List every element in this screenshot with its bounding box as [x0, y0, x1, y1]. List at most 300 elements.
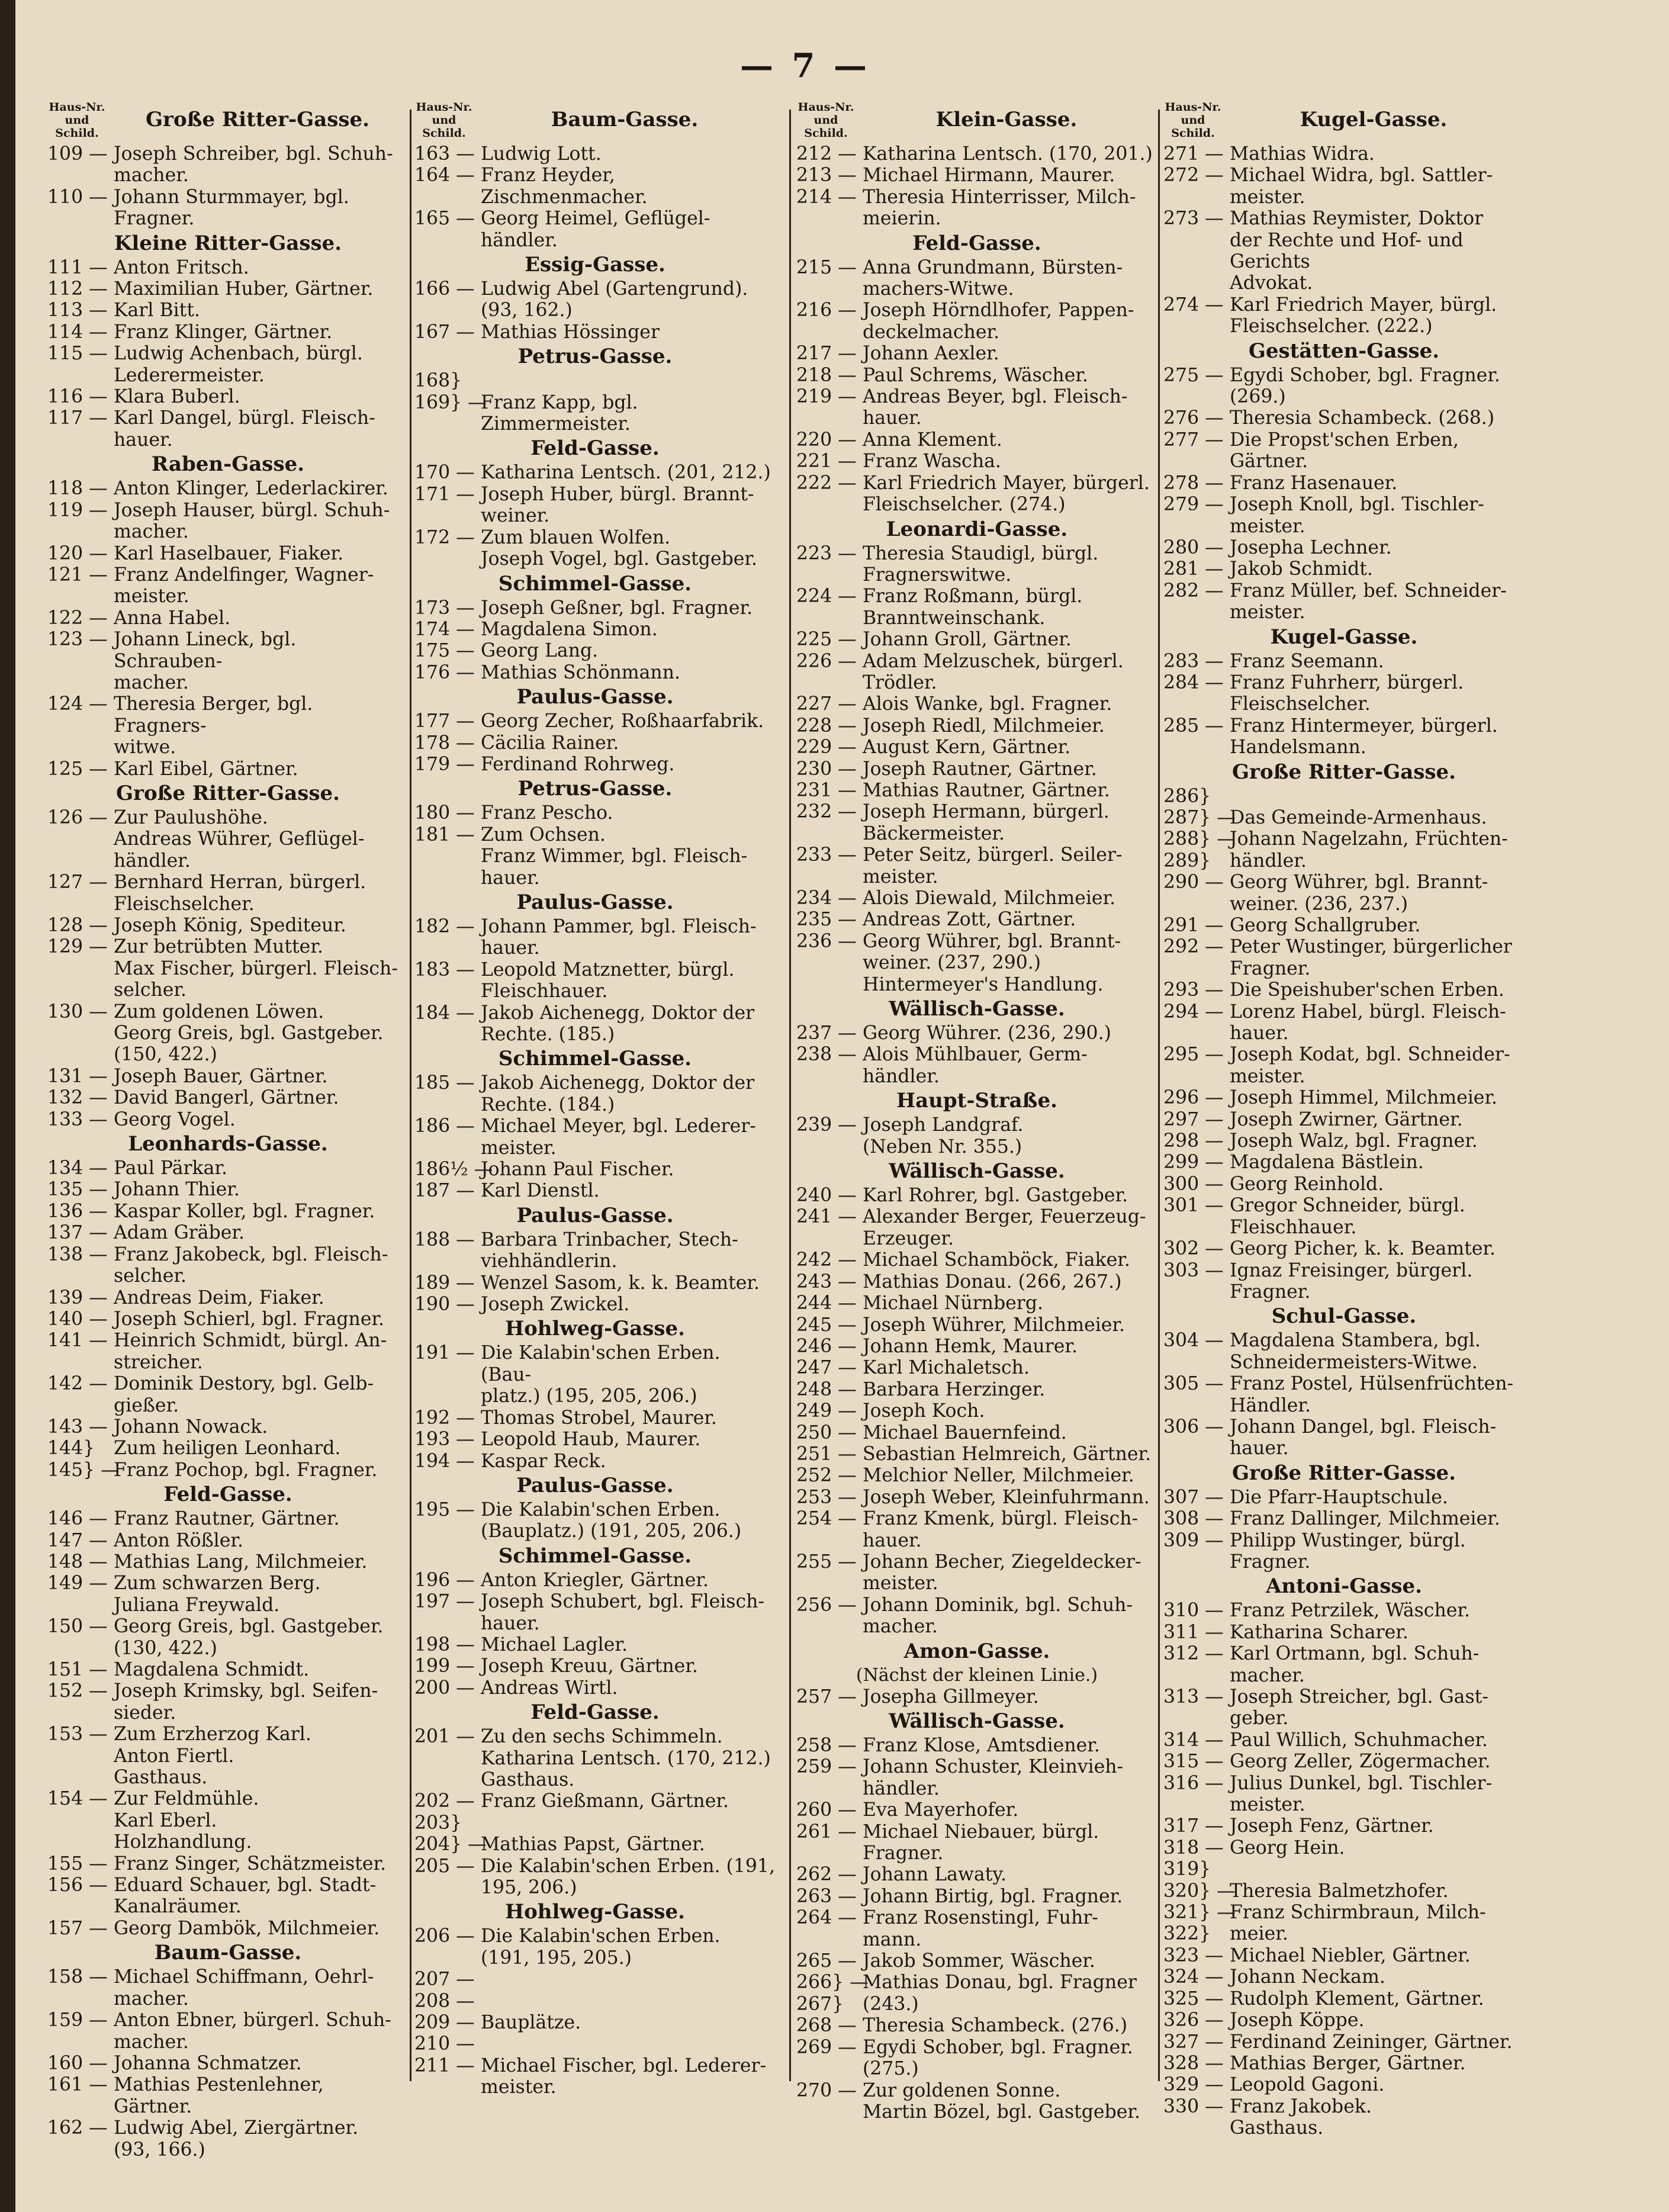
directory-entry	[47, 693, 409, 758]
resident-text: Theresia Schambeck. (268.)	[1230, 407, 1495, 429]
resident-text: Zum Erzherzog Karl. Anton Fiertl. Gasthaus.	[114, 1724, 311, 1789]
directory-entry	[796, 429, 1157, 451]
directory-entry	[1163, 786, 1525, 807]
directory-entry	[414, 143, 776, 165]
house-number: 136 —	[47, 1200, 108, 1222]
house-number: 200 —	[414, 1677, 475, 1699]
house-number: 261 —	[796, 1821, 857, 1843]
resident-text: Zum schwarzen Berg. Juliana Freywald.	[114, 1573, 321, 1616]
directory-entry	[47, 500, 409, 543]
resident-text: Die Kalabin'schen Erben. (191, 195, 206.)	[481, 1855, 775, 1898]
directory-entry	[796, 1185, 1157, 1206]
resident-text: Georg Wührer, bgl. Brannt- weiner. (236, 237.)	[1230, 872, 1488, 915]
directory-entry	[414, 732, 776, 754]
directory-entry	[796, 2037, 1157, 2080]
directory-entry	[796, 888, 1157, 909]
house-number: 160 —	[47, 2052, 108, 2074]
resident-text: David Bangerl, Gärtner.	[114, 1087, 339, 1109]
house-number: 132 —	[47, 1087, 108, 1109]
house-number: 157 —	[47, 1917, 108, 1939]
resident-text: Johann Pammer, bgl. Fleisch- hauer.	[481, 915, 757, 959]
house-number: 197 —	[414, 1591, 475, 1613]
directory-entry	[1163, 715, 1525, 758]
directory-entry	[47, 257, 409, 278]
house-number: 119 —	[47, 499, 108, 521]
resident-text: Joseph Huber, bürgl. Brannt- weiner.	[481, 483, 754, 527]
resident-text: Karl Bitt.	[114, 300, 201, 321]
resident-text: Georg Picher, k. k. Beamter.	[1230, 1238, 1496, 1260]
street-heading: Wällisch-Gasse.	[889, 1159, 1065, 1184]
directory-entry	[414, 802, 776, 824]
directory-entry	[414, 462, 776, 483]
directory-entry	[796, 586, 1157, 629]
directory-entry	[47, 1308, 409, 1330]
directory-entry	[47, 1087, 409, 1108]
resident-text: Anna Grundmann, Bürsten- machers-Witwe.	[863, 256, 1123, 300]
house-number: 278 —	[1163, 472, 1224, 494]
directory-entry	[1163, 1195, 1525, 1238]
directory-entry	[414, 1726, 776, 1790]
directory-entry	[796, 1293, 1157, 1314]
resident-text: Paul Schrems, Wäscher.	[863, 364, 1088, 386]
resident-text: Ludwig Abel (Gartengrund). (93, 162.)	[481, 278, 748, 321]
directory-entry	[414, 1499, 776, 1542]
house-number: 184 —	[414, 1002, 475, 1024]
resident-text: Cäcilia Rainer.	[481, 732, 619, 754]
directory-entry	[796, 472, 1157, 516]
directory-entry	[414, 484, 776, 527]
resident-text: Das Gemeinde-Armenhaus.	[1230, 806, 1487, 828]
resident-text: Adam Gräber.	[114, 1222, 245, 1244]
directory-entry	[1163, 143, 1525, 165]
house-number: 239 —	[796, 1114, 857, 1136]
house-number: 328 —	[1163, 2052, 1224, 2074]
house-number: 269 —	[796, 2036, 857, 2058]
directory-entry	[1163, 537, 1525, 558]
house-number: 173 —	[414, 597, 475, 619]
page-edge	[0, 0, 15, 2212]
resident-text: Georg Zecher, Roßhaarfabrik.	[481, 710, 764, 732]
house-number: 180 —	[414, 802, 475, 824]
directory-entry	[47, 1788, 409, 1853]
house-number-header: Haus-Nr. und Schild.	[49, 101, 105, 140]
house-number: 277 —	[1163, 429, 1224, 451]
house-number: 255 —	[796, 1551, 857, 1573]
house-number: 262 —	[796, 1864, 857, 1886]
resident-text: Bauplätze.	[481, 2012, 581, 2034]
house-number: 248 —	[796, 1378, 857, 1400]
house-number: 324 —	[1163, 1966, 1224, 1988]
resident-text: Joseph Schierl, bgl. Fragner.	[114, 1308, 385, 1330]
resident-text: Die Propst'schen Erben, Gärtner.	[1230, 429, 1459, 472]
house-number: 127 —	[47, 872, 108, 893]
house-number: 263 —	[796, 1885, 857, 1907]
street-heading: Wällisch-Gasse.	[889, 1709, 1065, 1733]
house-number: 314 —	[1163, 1729, 1224, 1751]
resident-text: Katharina Scharer.	[1230, 1621, 1408, 1643]
street-heading: Antoni-Gasse.	[1265, 1574, 1423, 1599]
street-heading: Feld-Gasse.	[163, 1483, 292, 1507]
resident-text: Andreas Zott, Gärtner.	[863, 909, 1076, 931]
resident-text: Bernhard Herran, bürgerl. Fleischselcher.	[114, 872, 366, 915]
house-number: 225 —	[796, 629, 857, 651]
house-number: 202 —	[414, 1790, 475, 1812]
directory-entry	[796, 844, 1157, 888]
resident-text: Mathias Donau, bgl. Fragner	[863, 1972, 1137, 1994]
street-heading: Paulus-Gasse.	[516, 685, 674, 709]
house-number: 178 —	[414, 732, 475, 754]
resident-text: Franz Rautner, Gärtner.	[114, 1508, 340, 1530]
house-number: 194 —	[414, 1450, 475, 1472]
directory-entry	[796, 187, 1157, 230]
directory-entry	[1163, 1966, 1525, 1988]
resident-text: Franz Kapp, bgl. Zimmermeister.	[481, 391, 638, 435]
directory-entry	[47, 2117, 409, 2160]
house-number: 156 —	[47, 1875, 108, 1896]
directory-entry	[1163, 872, 1525, 915]
resident-text: Joseph Zwickel.	[481, 1294, 630, 1316]
resident-text: Theresia Balmetzhofer.	[1230, 1880, 1449, 1902]
directory-entry	[47, 1438, 409, 1459]
house-number: 312 —	[1163, 1643, 1224, 1665]
house-number: 196 —	[414, 1569, 475, 1591]
resident-text: Joseph Wührer, Milchmeier.	[863, 1314, 1125, 1336]
resident-text: Egydi Schober, bgl. Fragner. (269.)	[1230, 364, 1500, 408]
house-number: 296 —	[1163, 1087, 1224, 1109]
house-number: 267}	[796, 1993, 844, 2015]
street-heading: Baum-Gasse.	[551, 108, 699, 131]
resident-text: Paul Willich, Schuhmacher.	[1230, 1729, 1488, 1751]
directory-entry	[414, 1634, 776, 1655]
house-number: 229 —	[796, 737, 857, 758]
directory-entry	[414, 1925, 776, 1969]
directory-entry	[1163, 1487, 1525, 1508]
directory-entry	[414, 754, 776, 775]
directory-entry	[796, 715, 1157, 737]
resident-text: Joseph Streicher, bgl. Gast- geber.	[1230, 1686, 1488, 1729]
house-number: 179 —	[414, 753, 475, 775]
directory-entry	[47, 1853, 409, 1875]
resident-text: Johann Lineck, bgl. Schrauben- macher.	[114, 629, 297, 693]
resident-text: Josepha Lechner.	[1230, 536, 1392, 558]
street-heading: Schimmel-Gasse.	[498, 571, 692, 596]
house-number: 183 —	[414, 959, 475, 980]
directory-entry	[796, 1336, 1157, 1357]
house-number: 330 —	[1163, 2095, 1224, 2117]
directory-entry	[796, 931, 1157, 995]
resident-text: Michael Meyer, bgl. Lederer- meister.	[481, 1115, 756, 1159]
house-number: 244 —	[796, 1293, 857, 1314]
directory-entry	[1163, 165, 1525, 208]
house-number: 128 —	[47, 915, 108, 936]
resident-text: Die Speishuber'schen Erben.	[1230, 979, 1504, 1001]
resident-text: Georg Schallgruber.	[1230, 915, 1421, 936]
resident-text: Theresia Staudigl, bürgl. Fragnerswitwe.	[863, 542, 1099, 586]
directory-entry	[796, 343, 1157, 364]
resident-text: Johann Schuster, Kleinvieh- händler.	[863, 1756, 1124, 1799]
street-heading: Petrus-Gasse.	[517, 345, 673, 369]
directory-entry	[47, 1680, 409, 1724]
house-number: 265 —	[796, 1950, 857, 1972]
house-number: 109 —	[47, 143, 108, 165]
directory-entry	[796, 1487, 1157, 1508]
directory-entry	[796, 365, 1157, 386]
resident-text: Karl Friedrich Mayer, bürgl. Fleischselcher. (222.)	[1230, 294, 1497, 337]
directory-entry	[1163, 1773, 1525, 1816]
resident-text: Franz Pescho.	[481, 802, 613, 824]
resident-text: Zur goldenen Sonne. Martin Bözel, bgl. Gastgeber.	[863, 2079, 1140, 2123]
house-number: 285 —	[1163, 715, 1224, 737]
house-number: 134 —	[47, 1158, 108, 1179]
directory-entry	[47, 872, 409, 915]
house-number: 167 —	[414, 321, 475, 343]
directory-entry	[1163, 558, 1525, 580]
resident-text: Joseph Hauser, bürgl. Schuh- macher.	[114, 499, 390, 543]
house-number: 243 —	[796, 1271, 857, 1293]
street-heading: Kugel-Gasse.	[1270, 625, 1418, 649]
directory-entry	[47, 1724, 409, 1788]
house-number: 224 —	[796, 586, 857, 607]
house-number: 169} —	[414, 391, 487, 413]
directory-entry	[1163, 807, 1525, 828]
house-number: 302 —	[1163, 1238, 1224, 1260]
directory-entry	[796, 2080, 1157, 2123]
house-number: 320} —	[1163, 1880, 1236, 1902]
directory-entry	[47, 1066, 409, 1087]
house-number: 307 —	[1163, 1486, 1224, 1508]
house-number: 231 —	[796, 779, 857, 801]
directory-entry	[796, 1023, 1157, 1044]
house-number: 139 —	[47, 1287, 108, 1308]
house-number: 150 —	[47, 1616, 108, 1638]
directory-entry	[1163, 936, 1525, 979]
house-number: 201 —	[414, 1726, 475, 1748]
directory-entry	[47, 407, 409, 451]
directory-entry	[1163, 979, 1525, 1001]
resident-text: Georg Wührer. (236, 290.)	[863, 1023, 1111, 1044]
resident-text: Anton Ebner, bürgerl. Schuh- macher.	[114, 2010, 391, 2053]
directory-entry	[47, 1109, 409, 1130]
house-number: 113 —	[47, 300, 108, 321]
directory-entry	[47, 1158, 409, 1179]
directory-entry	[47, 187, 409, 230]
directory-entry	[414, 1229, 776, 1272]
resident-text: Franz Gießmann, Gärtner.	[481, 1790, 729, 1812]
resident-text: Johann Groll, Gärtner.	[863, 629, 1072, 651]
house-number: 246 —	[796, 1335, 857, 1357]
resident-text: Magdalena Schmidt.	[114, 1659, 310, 1680]
resident-text: Dominik Destory, bgl. Gelb- gießer.	[114, 1373, 374, 1416]
directory-entry	[796, 737, 1157, 758]
resident-text: Joseph Köppe.	[1230, 2010, 1365, 2031]
resident-text: Peter Seitz, bürgerl. Seiler- meister.	[863, 844, 1123, 888]
house-number: 241 —	[796, 1206, 857, 1228]
resident-text: Karl Ortmann, bgl. Schuh- macher.	[1230, 1643, 1480, 1686]
house-number: 218 —	[796, 364, 857, 386]
house-number: 123 —	[47, 629, 108, 651]
resident-text: Johann Thier.	[114, 1179, 240, 1201]
house-number: 171 —	[414, 483, 475, 505]
directory-entry	[414, 1969, 776, 1990]
directory-entry	[414, 165, 776, 208]
resident-text: Michael Niebauer, bürgl. Fragner.	[863, 1821, 1099, 1864]
house-number: 311 —	[1163, 1621, 1224, 1643]
directory-entry	[796, 1422, 1157, 1443]
resident-text: Franz Postel, Hülsenfrüchten- Händler.	[1230, 1373, 1514, 1416]
directory-entry	[414, 2033, 776, 2055]
house-number: 122 —	[47, 607, 108, 629]
street-heading: Feld-Gasse.	[912, 231, 1041, 255]
house-number: 216 —	[796, 300, 857, 321]
resident-text: Johann Dominik, bgl. Schuh- macher.	[863, 1594, 1133, 1638]
resident-text: Die Kalabin'schen Erben. (Bau- platz.) (195, 205, 206.)	[481, 1342, 721, 1407]
street-heading: Kleine Ritter-Gasse.	[114, 231, 342, 255]
directory-entry	[47, 1551, 409, 1573]
directory-entry	[1163, 1923, 1525, 1944]
resident-text: Die Pfarr-Hauptschule.	[1230, 1486, 1448, 1508]
street-heading: Hohlweg-Gasse.	[504, 1317, 686, 1341]
directory-entry	[1163, 1622, 1525, 1643]
house-number: 176 —	[414, 661, 475, 683]
house-number: 205 —	[414, 1855, 475, 1877]
resident-text: Franz Fuhrherr, bürgerl. Fleischselcher.	[1230, 671, 1464, 715]
house-number: 227 —	[796, 693, 857, 715]
directory-entry	[47, 1573, 409, 1616]
house-number: 164 —	[414, 165, 475, 187]
house-number: 188 —	[414, 1229, 475, 1250]
directory-entry	[414, 278, 776, 321]
house-number: 125 —	[47, 758, 108, 780]
house-number: 186 —	[414, 1115, 475, 1137]
directory-entry	[796, 1044, 1157, 1087]
directory-entry	[796, 909, 1157, 930]
directory-entry	[796, 693, 1157, 715]
house-number: 304 —	[1163, 1330, 1224, 1352]
directory-entry	[796, 1886, 1157, 1907]
house-number: 162 —	[47, 2117, 108, 2139]
house-number: 282 —	[1163, 580, 1224, 602]
resident-text: Andreas Deim, Fiaker.	[114, 1287, 324, 1308]
street-heading: Leonhards-Gasse.	[128, 1132, 328, 1156]
house-number: 163 —	[414, 143, 475, 165]
house-number: 209 —	[414, 2012, 475, 2034]
directory-entry	[1163, 2074, 1525, 2095]
directory-entry	[47, 758, 409, 780]
directory-entry	[47, 343, 409, 386]
resident-text: Maximilian Huber, Gärtner.	[114, 278, 374, 300]
resident-text: Franz Dallinger, Milchmeier.	[1230, 1508, 1500, 1530]
directory-entry	[47, 278, 409, 300]
resident-text: Karl Rohrer, bgl. Gastgeber.	[863, 1185, 1128, 1207]
directory-entry	[414, 1272, 776, 1294]
resident-text: Georg Vogel.	[114, 1108, 236, 1130]
street-heading: Große Ritter-Gasse.	[1232, 760, 1456, 784]
house-number: 274 —	[1163, 294, 1224, 316]
house-number: 266} —	[796, 1972, 869, 1994]
resident-text: Joseph Hermann, bürgerl. Bäckermeister.	[863, 801, 1110, 844]
resident-text: Franz Jakobek. Gasthaus.	[1230, 2095, 1372, 2139]
resident-text: Johanna Schmatzer.	[114, 2052, 302, 2074]
directory-entry	[414, 1856, 776, 1899]
resident-text: Philipp Wustinger, bürgl. Fragner.	[1230, 1529, 1466, 1573]
directory-entry	[47, 386, 409, 407]
resident-text: Gregor Schneider, bürgl. Fleischhauer.	[1230, 1195, 1465, 1238]
directory-entry	[796, 1686, 1157, 1708]
street-heading: Klein-Gasse.	[935, 108, 1078, 131]
directory-entry	[414, 1180, 776, 1201]
street-heading: Paulus-Gasse.	[516, 1473, 674, 1497]
resident-text: Lorenz Habel, bürgl. Fleisch- hauer.	[1230, 1001, 1506, 1044]
house-number: 230 —	[796, 758, 857, 780]
house-number: 257 —	[796, 1686, 857, 1708]
resident-text: Magdalena Simon.	[481, 618, 658, 640]
directory-entry	[796, 257, 1157, 300]
resident-text: Karl Haselbauer, Fiaker.	[114, 542, 344, 564]
directory-entry	[414, 1655, 776, 1677]
column-rule	[789, 110, 791, 2081]
directory-entry	[47, 1918, 409, 1939]
directory-entry	[1163, 1087, 1525, 1108]
resident-text: Zum blauen Wolfen. Joseph Vogel, bgl. Gastgeber.	[481, 526, 758, 570]
house-number: 240 —	[796, 1185, 857, 1207]
street-heading: Paulus-Gasse.	[516, 1203, 674, 1227]
resident-text: Georg Heimel, Geflügel- händler.	[481, 208, 710, 251]
directory-entry	[414, 1342, 776, 1407]
house-number: 283 —	[1163, 650, 1224, 672]
directory-column-3	[796, 101, 1157, 2191]
resident-text: Joseph Krimsky, bgl. Seifen- sieder.	[114, 1680, 378, 1724]
resident-text: Alexander Berger, Feuerzeug- Erzeuger.	[863, 1206, 1146, 1249]
resident-text: Franz Hasenauer.	[1230, 472, 1398, 494]
house-number: 165 —	[414, 208, 475, 230]
resident-text: Joseph König, Spediteur.	[114, 915, 346, 936]
directory-entry	[414, 1991, 776, 2012]
resident-text: Theresia Berger, bgl. Fragners- witwe.	[114, 693, 313, 758]
house-number: 118 —	[47, 478, 108, 500]
house-number: 152 —	[47, 1680, 108, 1702]
resident-text: Joseph Zwirner, Gärtner.	[1230, 1108, 1463, 1130]
directory-entry	[414, 1407, 776, 1429]
house-number: 181 —	[414, 824, 475, 845]
house-number: 316 —	[1163, 1772, 1224, 1794]
house-number: 300 —	[1163, 1173, 1224, 1195]
column-rule	[410, 110, 411, 2081]
directory-entry	[414, 824, 776, 889]
directory-column-2	[414, 101, 776, 2191]
directory-entry	[796, 758, 1157, 780]
house-number: 193 —	[414, 1429, 475, 1451]
house-number: 151 —	[47, 1659, 108, 1680]
resident-text: Katharina Lentsch. (201, 212.)	[481, 462, 771, 484]
street-heading: Hohlweg-Gasse.	[504, 1900, 686, 1924]
directory-entry	[1163, 1238, 1525, 1259]
house-number: 253 —	[796, 1486, 857, 1508]
directory-entry	[414, 1812, 776, 1834]
house-number: 294 —	[1163, 1001, 1224, 1023]
house-number: 155 —	[47, 1853, 108, 1875]
directory-entry	[796, 386, 1157, 429]
house-number: 310 —	[1163, 1600, 1224, 1622]
house-number: 251 —	[796, 1443, 857, 1465]
resident-text: Franz Pochop, bgl. Fragner.	[114, 1459, 378, 1481]
house-number: 203}	[414, 1812, 462, 1834]
house-number: 233 —	[796, 844, 857, 866]
street-heading: Feld-Gasse.	[530, 1700, 660, 1725]
resident-text: (243.)	[863, 1993, 919, 2015]
directory-entry	[47, 1966, 409, 2010]
directory-entry	[47, 300, 409, 321]
directory-entry	[1163, 850, 1525, 872]
